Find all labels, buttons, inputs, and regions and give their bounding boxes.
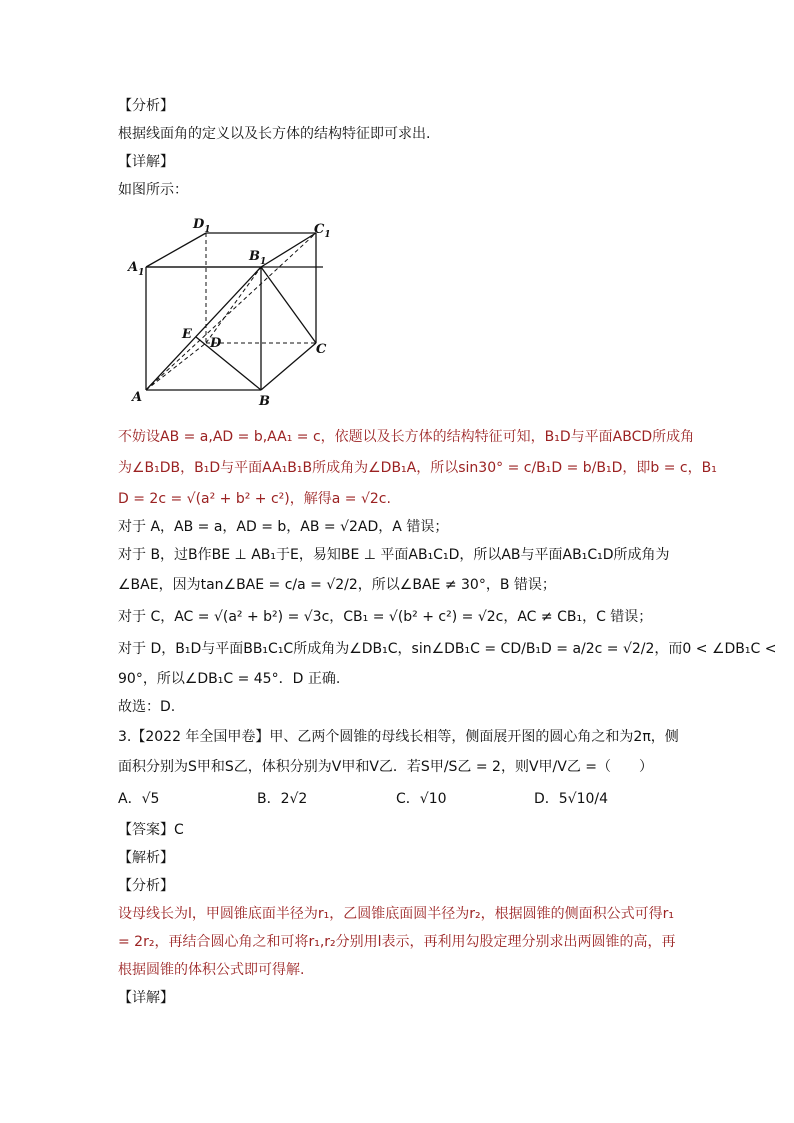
- label-b1: $B_1$: [249, 249, 267, 267]
- solution-line-2: 为∠B₁DB，B₁D与平面AA₁B₁B所成角为∠DB₁A，所以sin30° = c/B₁D = b/B₁D，即b = c，B₁: [118, 460, 717, 476]
- label-a: A: [132, 390, 143, 405]
- solution-line-9: 90°，所以∠DB₁C = 45°．D 正确.: [118, 671, 341, 687]
- analysis-text: 根据线面角的定义以及长方体的结构特征即可求出.: [118, 126, 431, 142]
- label-a1: $A_1$: [128, 260, 145, 278]
- label-c1: $C_1$: [314, 222, 331, 240]
- option-b: B．2√2: [257, 791, 308, 807]
- solution-line-6: ∠BAE，因为tan∠BAE = c/a = √2/2，所以∠BAE ≠ 30°，B 错误；: [118, 577, 556, 593]
- question-3-line-1: 3.【2022 年全国甲卷】甲、乙两个圆锥的母线长相等，侧面展开图的圆心角之和为2π，侧: [118, 729, 679, 745]
- label-d: D: [210, 336, 222, 351]
- analysis2-line-2: = 2r₂，再结合圆心角之和可将r₁,r₂分别用l表示，再利用勾股定理分别求出两圆锥的高，再: [118, 934, 676, 950]
- section-xiangjie: 【详解】: [118, 154, 174, 170]
- label-d1: $D_1$: [193, 217, 211, 235]
- solution-line-5: 对于 B，过B作BE ⊥ AB₁于E，易知BE ⊥ 平面AB₁C₁D，所以AB与平面AB₁C₁D所成角为: [118, 547, 670, 563]
- analysis2-line-3: 根据圆锥的体积公式即可得解.: [118, 962, 305, 978]
- answer-label: 【答案】C: [118, 822, 184, 838]
- section-jiexi: 【解析】: [118, 850, 174, 866]
- option-c: C．√10: [396, 791, 447, 807]
- solution-line-10: 故选：D.: [118, 699, 176, 715]
- question-3-line-2: 面积分别为S甲和S乙，体积分别为V甲和V乙．若S甲/S乙 = 2，则V甲/V乙 =（ ）: [118, 759, 654, 775]
- label-c: C: [316, 342, 327, 357]
- section-fenxi-2: 【分析】: [118, 878, 174, 894]
- label-e: E: [182, 327, 192, 342]
- section-xiangjie-2: 【详解】: [118, 990, 174, 1006]
- as-shown-text: 如图所示：: [118, 182, 188, 198]
- option-a: A．√5: [118, 791, 160, 807]
- label-b: B: [259, 394, 270, 409]
- solution-line-7: 对于 C，AC = √(a² + b²) = √3c，CB₁ = √(b² + c²) = √2c，AC ≠ CB₁，C 错误；: [118, 609, 653, 625]
- cuboid-figure: [118, 205, 348, 415]
- solution-line-8: 对于 D，B₁D与平面BB₁C₁C所成角为∠DB₁C，sin∠DB₁C = CD/B₁D = a/2c = √2/2，而0 < ∠DB₁C <: [118, 641, 777, 657]
- solution-line-3: D = 2c = √(a² + b² + c²)，解得a = √2c.: [118, 491, 391, 507]
- section-fenxi: 【分析】: [118, 98, 174, 114]
- solution-line-4: 对于 A，AB = a，AD = b，AB = √2AD，A 错误；: [118, 519, 449, 535]
- option-d: D．5√10/4: [534, 791, 609, 807]
- solution-line-1: 不妨设AB = a,AD = b,AA₁ = c，依题以及长方体的结构特征可知，B₁D与平面ABCD所成角: [118, 429, 695, 445]
- analysis2-line-1: 设母线长为l，甲圆锥底面半径为r₁，乙圆锥底面圆半径为r₂，根据圆锥的侧面积公式可得r₁: [118, 906, 674, 922]
